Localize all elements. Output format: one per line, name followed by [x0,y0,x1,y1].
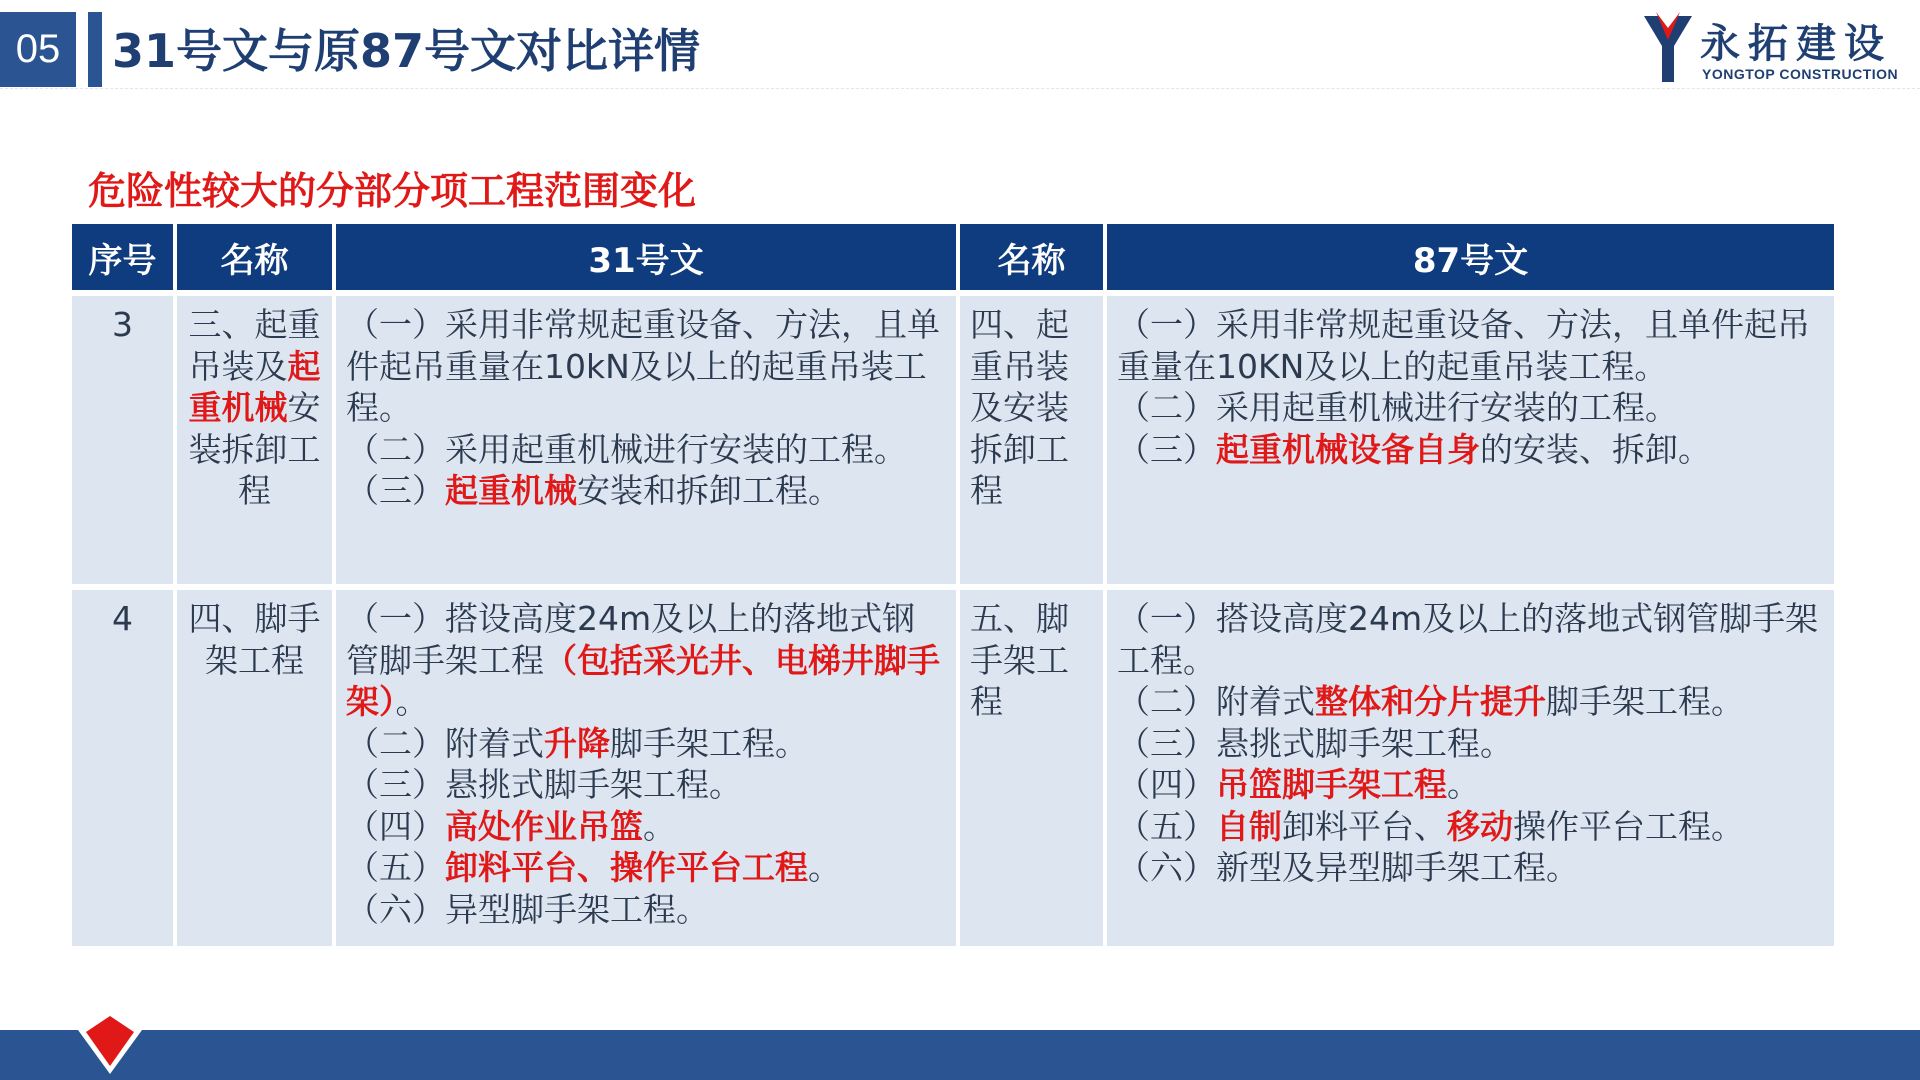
footer-band [0,1030,1920,1080]
page-title: 31号文与原87号文对比详情 [112,24,701,78]
col-header-name-31: 名称 [177,224,332,290]
clause-text: （二）采用起重机械进行安装的工程。 [346,429,907,469]
clause-item [1117,681,1824,723]
clause-text: （六）异型脚手架工程。 [346,889,709,929]
clause-item [1117,806,1824,848]
item-name-31 [177,590,332,946]
comparison-table [68,224,1838,946]
clause-text: 脚手架工程。 [1546,682,1744,721]
clause-text: （二）附着式 [346,723,544,763]
col-header-no: 序号 [72,224,173,290]
clause-text: （六）新型及异型脚手架工程。 [1117,848,1579,887]
logo-y-icon [1640,10,1696,84]
clause-text: （二）采用起重机械进行安装的工程。 [1117,388,1678,427]
clause-item [346,723,946,765]
table-row [72,590,1834,946]
highlight-text: 吊篮脚手架工程 [1216,765,1447,804]
clause-item [1117,847,1824,889]
clause-item [346,806,946,848]
clause-text: （一）搭设高度24m及以上的落地式钢管脚手架工程 [346,599,916,680]
col-header-doc-31: 31号文 [336,224,956,290]
doc-87-content [1107,590,1834,946]
clause-item [1117,723,1824,765]
clause-item [1117,304,1824,387]
row-number: 4 [72,590,173,946]
clause-text: 卸料平台、 [1282,806,1447,846]
clause-text: （三） [1117,429,1216,469]
highlight-text: 高处作业吊篮 [445,806,643,846]
clause-text: （五） [346,848,445,887]
clause-item [346,764,946,806]
doc-87-content [1107,296,1834,584]
clause-item [1117,429,1824,471]
section-number: 05 [0,12,76,87]
clause-text: 。 [808,848,841,887]
clause-item [1117,387,1824,429]
name-text: 三、起重吊装及 [188,305,321,386]
highlight-text: 自制 [1216,806,1282,846]
clause-item [346,889,946,931]
clause-text: （三）悬挑式脚手架工程。 [1117,723,1513,763]
clause-text: （一）采用非常规起重设备、方法，且单件起吊重量在10kN及以上的起重吊装工程。 [346,305,940,427]
clause-text: 。 [395,682,429,721]
clause-text: （三）悬挑式脚手架工程。 [346,765,742,804]
item-name-31 [177,296,332,584]
clause-text: 安装和拆卸工程。 [577,471,841,510]
clause-item [1117,764,1824,806]
clause-item [346,304,946,429]
highlight-text: 升降 [544,723,610,763]
clause-item [1117,598,1824,681]
highlight-text: 卸料平台、操作平台工程 [445,848,808,887]
clause-text: 。 [1447,765,1480,804]
clause-text: （一）采用非常规起重设备、方法，且单件起吊重量在10KN及以上的起重吊装工程。 [1117,305,1810,386]
col-header-doc-87: 87号文 [1107,224,1834,290]
clause-text: 操作平台工程。 [1513,806,1744,846]
clause-item [346,429,946,471]
table-row [72,296,1834,584]
section-title: 危险性较大的分部分项工程范围变化 [88,169,697,213]
title-accent-bar [88,12,102,87]
clause-item [346,847,946,889]
col-header-name-87: 名称 [960,224,1103,290]
clause-text: （三） [346,471,445,510]
clause-text: （四） [346,806,445,846]
clause-item [346,470,946,512]
highlight-text: 整体和分片提升 [1315,682,1546,721]
highlight-text: 起重机械设备自身 [1216,429,1480,469]
highlight-text: 起重机械 [188,346,321,427]
clause-text: 。 [643,806,676,846]
footer-chevron-icon [78,1010,142,1074]
clause-item [346,598,946,723]
row-number: 3 [72,296,173,584]
item-name-87: 四、起重吊装及安装拆卸工程 [960,296,1103,584]
clause-text: （四） [1117,765,1216,804]
company-logo [1640,10,1910,86]
highlight-text: 起重机械 [445,471,577,510]
doc-31-content [336,296,956,584]
clause-text: （五） [1117,806,1216,846]
highlight-text: （包括采光井、电梯井脚手架） [346,640,940,721]
logo-subtitle: YONGTOP CONSTRUCTION [1702,66,1899,82]
logo-name: 永拓建设 [1700,21,1892,67]
clause-text: 的安装、拆卸。 [1480,429,1711,469]
item-name-87: 五、脚手架工程 [960,590,1103,946]
table-header-row [72,224,1834,290]
clause-text: （二）附着式 [1117,682,1315,721]
clause-text: （一）搭设高度24m及以上的落地式钢管脚手架工程。 [1117,599,1819,680]
highlight-text: 移动 [1447,806,1513,846]
doc-31-content [336,590,956,946]
name-text: 四、脚手架工程 [188,599,321,680]
header-divider [0,88,1920,90]
name-text: 安装拆卸工程 [188,388,321,510]
clause-text: 脚手架工程。 [610,723,808,763]
